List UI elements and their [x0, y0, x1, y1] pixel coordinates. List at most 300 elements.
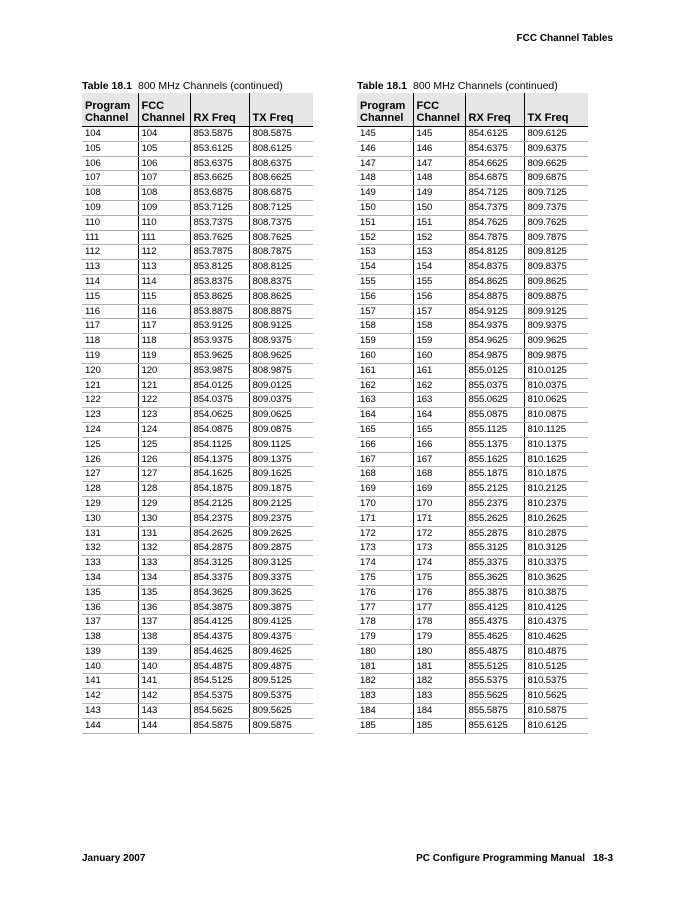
table-cell: 809.1125	[249, 437, 313, 452]
table-row	[357, 304, 588, 319]
table-cell: 149	[413, 186, 465, 201]
table-cell: 854.6875	[465, 171, 524, 186]
table-cell: 148	[357, 171, 413, 186]
table-cell: 855.3125	[465, 541, 524, 556]
table-cell: 185	[413, 718, 465, 733]
table-cell: 853.6875	[190, 186, 249, 201]
table-cell: 854.5375	[190, 689, 249, 704]
table-cell: 164	[357, 408, 413, 423]
table-cell: 810.0125	[524, 363, 588, 378]
table-cell: 855.3625	[465, 570, 524, 585]
table-cell: 168	[357, 467, 413, 482]
table-cell: 853.6375	[190, 156, 249, 171]
table-row	[357, 171, 588, 186]
table-cell: 161	[357, 363, 413, 378]
table-row	[82, 408, 313, 423]
table-row	[357, 644, 588, 659]
table-cell: 109	[138, 200, 190, 215]
table-cell: 809.9875	[524, 348, 588, 363]
table-cell: 808.8125	[249, 260, 313, 275]
table-cell: 118	[138, 334, 190, 349]
table-cell: 853.8125	[190, 260, 249, 275]
table-cell: 854.4125	[190, 615, 249, 630]
table-cell: 157	[413, 304, 465, 319]
table-cell: 808.8625	[249, 289, 313, 304]
table-cell: 855.5125	[465, 659, 524, 674]
table-cell: 142	[138, 689, 190, 704]
table-cell: 809.9375	[524, 319, 588, 334]
table-cell: 127	[82, 467, 138, 482]
table-cell: 809.1625	[249, 467, 313, 482]
table-caption-number: Table 18.1	[82, 80, 132, 92]
table-cell: 126	[82, 452, 138, 467]
table-cell: 128	[138, 482, 190, 497]
table-cell: 808.8875	[249, 304, 313, 319]
table-caption	[82, 79, 313, 93]
channel-table-left	[82, 93, 313, 734]
table-cell: 173	[413, 541, 465, 556]
table-row	[82, 467, 313, 482]
table-cell: 140	[138, 659, 190, 674]
table-cell: 163	[413, 393, 465, 408]
table-cell: 854.3625	[190, 585, 249, 600]
table-cell: 113	[82, 260, 138, 275]
table-row	[82, 363, 313, 378]
table-cell: 809.3625	[249, 585, 313, 600]
table-cell: 112	[82, 245, 138, 260]
table-cell: 145	[413, 127, 465, 142]
table-cell: 163	[357, 393, 413, 408]
table-cell: 808.9125	[249, 319, 313, 334]
table-row	[357, 511, 588, 526]
table-cell: 160	[413, 348, 465, 363]
column-header-line: TX Freq	[527, 112, 569, 124]
table-row	[82, 245, 313, 260]
table-cell: 183	[413, 689, 465, 704]
table-cell: 809.4125	[249, 615, 313, 630]
table-cell: 117	[138, 319, 190, 334]
column-header	[524, 93, 588, 127]
table-cell: 809.5375	[249, 689, 313, 704]
table-cell: 132	[138, 541, 190, 556]
table-cell: 810.5875	[524, 704, 588, 719]
table-row	[357, 422, 588, 437]
table-cell: 854.7875	[465, 230, 524, 245]
table-cell: 165	[357, 422, 413, 437]
table-cell: 855.0875	[465, 408, 524, 423]
table-cell: 141	[138, 674, 190, 689]
table-row	[357, 127, 588, 142]
table-cell: 808.8375	[249, 274, 313, 289]
table-cell: 136	[138, 600, 190, 615]
table-cell: 810.0375	[524, 378, 588, 393]
table-row	[357, 674, 588, 689]
table-cell: 164	[413, 408, 465, 423]
table-cell: 158	[413, 319, 465, 334]
table-cell: 809.1875	[249, 482, 313, 497]
table-cell: 142	[82, 689, 138, 704]
table-row	[357, 156, 588, 171]
table-cell: 178	[413, 615, 465, 630]
table-row	[82, 304, 313, 319]
channel-table-right	[357, 93, 588, 734]
table-cell: 107	[138, 171, 190, 186]
table-cell: 134	[82, 570, 138, 585]
table-cell: 115	[138, 289, 190, 304]
table-cell: 150	[413, 200, 465, 215]
table-cell: 854.1625	[190, 467, 249, 482]
table-row	[357, 348, 588, 363]
table-cell: 152	[413, 230, 465, 245]
table-cell: 171	[413, 511, 465, 526]
table-header-row	[82, 93, 313, 127]
table-row	[357, 585, 588, 600]
table-cell: 159	[413, 334, 465, 349]
table-cell: 854.1875	[190, 482, 249, 497]
table-cell: 112	[138, 245, 190, 260]
table-cell: 855.6125	[465, 718, 524, 733]
table-row	[357, 215, 588, 230]
table-cell: 853.6625	[190, 171, 249, 186]
table-cell: 854.5125	[190, 674, 249, 689]
table-row	[82, 556, 313, 571]
table-cell: 137	[138, 615, 190, 630]
table-cell: 139	[138, 644, 190, 659]
table-row	[82, 482, 313, 497]
table-cell: 854.7375	[465, 200, 524, 215]
column-header	[190, 93, 249, 127]
table-cell: 166	[357, 437, 413, 452]
table-cell: 130	[138, 511, 190, 526]
table-cell: 169	[413, 482, 465, 497]
table-row	[357, 363, 588, 378]
table-cell: 123	[138, 408, 190, 423]
footer-manual-info	[416, 853, 613, 864]
table-cell: 808.6875	[249, 186, 313, 201]
table-cell: 114	[82, 274, 138, 289]
table-cell: 184	[357, 704, 413, 719]
table-row	[82, 319, 313, 334]
table-cell: 162	[357, 378, 413, 393]
table-row	[357, 245, 588, 260]
table-cell: 855.1125	[465, 422, 524, 437]
left-table-container	[82, 79, 313, 734]
table-row	[357, 230, 588, 245]
table-cell: 172	[413, 526, 465, 541]
table-cell: 809.2875	[249, 541, 313, 556]
table-row	[82, 274, 313, 289]
table-cell: 809.6375	[524, 141, 588, 156]
table-cell: 157	[357, 304, 413, 319]
table-caption-text: 800 MHz Channels (continued)	[413, 80, 558, 92]
table-cell: 810.3625	[524, 570, 588, 585]
table-cell: 156	[357, 289, 413, 304]
table-cell: 125	[82, 437, 138, 452]
table-row	[82, 378, 313, 393]
table-cell: 809.3125	[249, 556, 313, 571]
table-row	[82, 585, 313, 600]
table-cell: 172	[357, 526, 413, 541]
table-row	[357, 408, 588, 423]
table-cell: 115	[82, 289, 138, 304]
table-row	[82, 437, 313, 452]
table-cell: 122	[82, 393, 138, 408]
table-cell: 130	[82, 511, 138, 526]
table-cell: 854.7125	[465, 186, 524, 201]
table-cell: 854.6625	[465, 156, 524, 171]
table-row	[357, 659, 588, 674]
table-cell: 810.0875	[524, 408, 588, 423]
table-cell: 152	[357, 230, 413, 245]
table-row	[357, 452, 588, 467]
table-cell: 854.4875	[190, 659, 249, 674]
table-row	[357, 467, 588, 482]
table-row	[82, 200, 313, 215]
table-cell: 853.7875	[190, 245, 249, 260]
table-cell: 854.8875	[465, 289, 524, 304]
table-cell: 855.0625	[465, 393, 524, 408]
table-cell: 855.5875	[465, 704, 524, 719]
table-cell: 809.3875	[249, 600, 313, 615]
table-cell: 810.3875	[524, 585, 588, 600]
table-cell: 810.4625	[524, 630, 588, 645]
table-cell: 106	[82, 156, 138, 171]
table-cell: 854.9375	[465, 319, 524, 334]
table-cell: 137	[82, 615, 138, 630]
table-cell: 165	[413, 422, 465, 437]
table-cell: 854.9875	[465, 348, 524, 363]
table-cell: 111	[82, 230, 138, 245]
table-row	[357, 393, 588, 408]
column-header	[465, 93, 524, 127]
table-row	[357, 260, 588, 275]
table-cell: 855.1625	[465, 452, 524, 467]
table-cell: 809.6875	[524, 171, 588, 186]
table-cell: 153	[357, 245, 413, 260]
table-cell: 853.9375	[190, 334, 249, 349]
table-row	[82, 511, 313, 526]
table-cell: 809.0125	[249, 378, 313, 393]
table-body	[82, 127, 313, 734]
table-row	[357, 319, 588, 334]
column-header	[82, 93, 138, 127]
table-cell: 854.3125	[190, 556, 249, 571]
table-cell: 854.0625	[190, 408, 249, 423]
table-cell: 133	[138, 556, 190, 571]
table-cell: 108	[82, 186, 138, 201]
table-cell: 111	[138, 230, 190, 245]
table-row	[357, 526, 588, 541]
column-header-line: Channel	[85, 112, 129, 124]
table-cell: 131	[82, 526, 138, 541]
table-row	[82, 127, 313, 142]
table-cell: 104	[82, 127, 138, 142]
table-cell: 809.2375	[249, 511, 313, 526]
table-cell: 148	[413, 171, 465, 186]
table-cell: 809.8375	[524, 260, 588, 275]
table-row	[82, 541, 313, 556]
table-cell: 809.9625	[524, 334, 588, 349]
table-cell: 174	[413, 556, 465, 571]
table-row	[82, 171, 313, 186]
table-cell: 110	[82, 215, 138, 230]
column-header-line: Channel	[360, 112, 404, 124]
table-cell: 809.7875	[524, 230, 588, 245]
right-table-container	[357, 79, 588, 734]
table-cell: 151	[413, 215, 465, 230]
table-cell: 810.2375	[524, 496, 588, 511]
table-cell: 122	[138, 393, 190, 408]
table-cell: 854.0125	[190, 378, 249, 393]
table-row	[82, 615, 313, 630]
column-header-line: FCC	[416, 100, 440, 112]
footer-date: January 2007	[82, 853, 146, 864]
table-cell: 855.2375	[465, 496, 524, 511]
table-cell: 138	[138, 630, 190, 645]
table-cell: 808.9375	[249, 334, 313, 349]
table-cell: 170	[413, 496, 465, 511]
table-cell: 808.7125	[249, 200, 313, 215]
table-cell: 854.1125	[190, 437, 249, 452]
table-cell: 143	[138, 704, 190, 719]
table-cell: 810.1125	[524, 422, 588, 437]
table-row	[357, 482, 588, 497]
table-cell: 135	[138, 585, 190, 600]
table-cell: 809.4875	[249, 659, 313, 674]
table-cell: 854.8375	[465, 260, 524, 275]
table-cell: 854.9125	[465, 304, 524, 319]
table-row	[82, 704, 313, 719]
table-cell: 138	[82, 630, 138, 645]
table-cell: 809.2625	[249, 526, 313, 541]
table-cell: 854.7625	[465, 215, 524, 230]
table-cell: 809.2125	[249, 496, 313, 511]
table-row	[82, 526, 313, 541]
table-caption-text: 800 MHz Channels (continued)	[138, 80, 283, 92]
table-cell: 129	[82, 496, 138, 511]
table-cell: 854.0375	[190, 393, 249, 408]
table-cell: 106	[138, 156, 190, 171]
table-cell: 175	[413, 570, 465, 585]
table-row	[357, 718, 588, 733]
table-cell: 808.9875	[249, 363, 313, 378]
table-cell: 809.6125	[524, 127, 588, 142]
table-row	[357, 289, 588, 304]
table-row	[82, 630, 313, 645]
table-cell: 179	[413, 630, 465, 645]
table-cell: 105	[82, 141, 138, 156]
table-cell: 808.6625	[249, 171, 313, 186]
table-cell: 173	[357, 541, 413, 556]
table-cell: 134	[138, 570, 190, 585]
table-cell: 170	[357, 496, 413, 511]
table-cell: 854.3875	[190, 600, 249, 615]
table-cell: 132	[82, 541, 138, 556]
table-cell: 853.6125	[190, 141, 249, 156]
table-cell: 126	[138, 452, 190, 467]
table-cell: 809.3375	[249, 570, 313, 585]
table-cell: 854.1375	[190, 452, 249, 467]
table-cell: 110	[138, 215, 190, 230]
table-cell: 809.0875	[249, 422, 313, 437]
table-cell: 855.5375	[465, 674, 524, 689]
table-cell: 161	[413, 363, 465, 378]
table-cell: 125	[138, 437, 190, 452]
table-cell: 155	[357, 274, 413, 289]
table-cell: 153	[413, 245, 465, 260]
table-cell: 855.5625	[465, 689, 524, 704]
table-row	[82, 156, 313, 171]
table-row	[82, 215, 313, 230]
table-cell: 158	[357, 319, 413, 334]
table-cell: 159	[357, 334, 413, 349]
table-cell: 178	[357, 615, 413, 630]
table-cell: 129	[138, 496, 190, 511]
table-row	[82, 334, 313, 349]
table-cell: 855.4875	[465, 644, 524, 659]
table-row	[357, 615, 588, 630]
column-header-line: RX Freq	[193, 112, 236, 124]
table-row	[357, 141, 588, 156]
column-header-line: FCC	[141, 100, 165, 112]
column-header	[249, 93, 313, 127]
table-cell: 116	[82, 304, 138, 319]
table-cell: 853.7625	[190, 230, 249, 245]
table-row	[357, 334, 588, 349]
table-cell: 167	[357, 452, 413, 467]
table-row	[82, 452, 313, 467]
table-cell: 155	[413, 274, 465, 289]
table-cell: 854.6125	[465, 127, 524, 142]
table-cell: 810.5125	[524, 659, 588, 674]
table-cell: 107	[82, 171, 138, 186]
table-cell: 853.7125	[190, 200, 249, 215]
table-cell: 136	[82, 600, 138, 615]
column-header-line: Program	[360, 100, 406, 112]
table-cell: 119	[82, 348, 138, 363]
table-cell: 124	[82, 422, 138, 437]
table-cell: 855.4625	[465, 630, 524, 645]
table-cell: 810.4125	[524, 600, 588, 615]
table-cell: 123	[82, 408, 138, 423]
table-cell: 854.8125	[465, 245, 524, 260]
table-cell: 113	[138, 260, 190, 275]
table-cell: 135	[82, 585, 138, 600]
table-cell: 854.9625	[465, 334, 524, 349]
table-cell: 809.0625	[249, 408, 313, 423]
column-header-line: TX Freq	[252, 112, 294, 124]
table-cell: 147	[357, 156, 413, 171]
table-cell: 151	[357, 215, 413, 230]
table-cell: 809.8125	[524, 245, 588, 260]
table-row	[82, 422, 313, 437]
table-row	[82, 230, 313, 245]
table-caption-number: Table 18.1	[357, 80, 407, 92]
table-cell: 171	[357, 511, 413, 526]
table-cell: 162	[413, 378, 465, 393]
table-cell: 116	[138, 304, 190, 319]
table-row	[357, 570, 588, 585]
table-row	[82, 496, 313, 511]
table-cell: 810.1875	[524, 467, 588, 482]
table-cell: 118	[82, 334, 138, 349]
table-cell: 117	[82, 319, 138, 334]
table-cell: 809.7625	[524, 215, 588, 230]
table-cell: 808.7625	[249, 230, 313, 245]
table-cell: 854.4375	[190, 630, 249, 645]
table-cell: 855.4375	[465, 615, 524, 630]
table-cell: 140	[82, 659, 138, 674]
